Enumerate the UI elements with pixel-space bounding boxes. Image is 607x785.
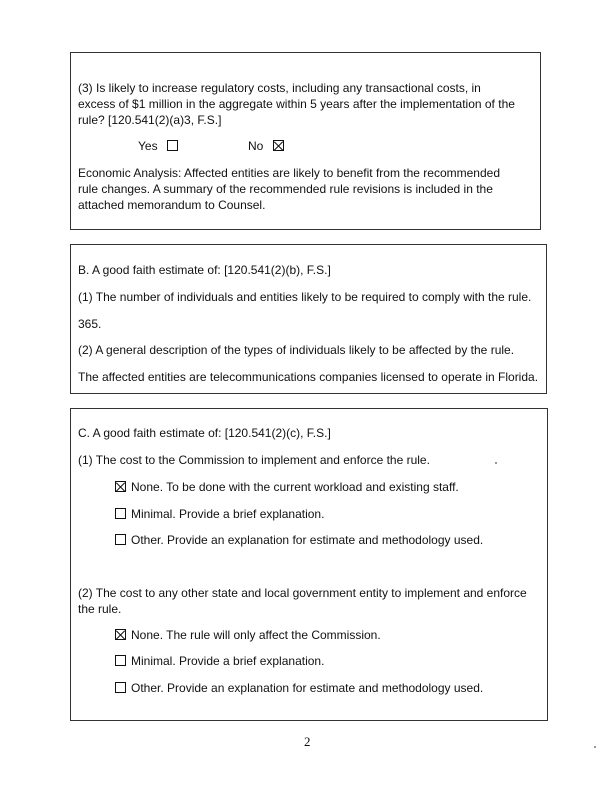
section-c-heading: C. A good faith estimate of: [120.541(2)(c), F.S.] <box>78 426 331 440</box>
section-b-a2: The affected entities are telecommunications companies licensed to operate in Florida. <box>78 370 539 384</box>
q2-other-checkbox[interactable] <box>115 682 126 693</box>
section-c-box <box>70 408 548 721</box>
section-c-q2: (2) The cost to any other state and local government entity to implement and enforce the rule. <box>78 586 527 616</box>
q1-other-checkbox[interactable] <box>115 534 126 545</box>
page-number: 2 <box>304 734 311 749</box>
q2-option-none[interactable] <box>115 628 381 642</box>
q2-other-label: Other. Provide an explanation for estimate and methodology used. <box>131 681 484 695</box>
yes-option[interactable] <box>138 139 178 153</box>
economic-analysis-text: Economic Analysis: Affected entities are likely to benefit from the recommended rule changes. A summary of the recommended rule revisions is included in the attached memorandum to Counsel. <box>78 166 500 212</box>
section-b-heading: B. A good faith estimate of: [120.541(2)(b), F.S.] <box>78 263 331 277</box>
section-b-box <box>70 244 547 394</box>
section-c-q1: (1) The cost to the Commission to implement and enforce the rule. <box>78 453 430 467</box>
no-option[interactable] <box>248 139 284 153</box>
section-b-q1: (1) The number of individuals and entities likely to be required to comply with the rule. <box>78 290 532 304</box>
q1-other-label: Other. Provide an explanation for estimate and methodology used. <box>131 533 484 547</box>
q1-none-label: None. To be done with the current workload and existing staff. <box>131 480 459 494</box>
q1-option-minimal[interactable] <box>115 507 324 521</box>
yes-checkbox[interactable] <box>167 140 178 151</box>
q2-option-minimal[interactable] <box>115 654 324 668</box>
scan-speck <box>495 462 497 464</box>
yes-label: Yes <box>138 139 158 153</box>
q1-none-checkbox[interactable] <box>115 481 126 492</box>
no-checkbox[interactable] <box>273 140 284 151</box>
regulatory-cost-question: (3) Is likely to increase regulatory costs, including any transactional costs, in excess of $1 million in the aggregate within 5 years after the implementation of the rule? [120.541(2)(a)3, F.S.] <box>78 81 515 127</box>
section-b-a1: 365. <box>78 317 102 331</box>
q2-none-label: None. The rule will only affect the Commission. <box>131 628 381 642</box>
q2-minimal-checkbox[interactable] <box>115 655 126 666</box>
no-label: No <box>248 139 264 153</box>
section-b-q2: (2) A general description of the types of individuals likely to be affected by the rule. <box>78 343 515 357</box>
q2-option-other[interactable] <box>115 681 483 695</box>
q2-none-checkbox[interactable] <box>115 629 126 640</box>
scan-speck <box>594 746 596 748</box>
q1-option-other[interactable] <box>115 533 483 547</box>
q1-option-none[interactable] <box>115 480 459 494</box>
q1-minimal-checkbox[interactable] <box>115 508 126 519</box>
q1-minimal-label: Minimal. Provide a brief explanation. <box>131 507 325 521</box>
section-a-box <box>70 52 541 230</box>
q2-minimal-label: Minimal. Provide a brief explanation. <box>131 654 325 668</box>
